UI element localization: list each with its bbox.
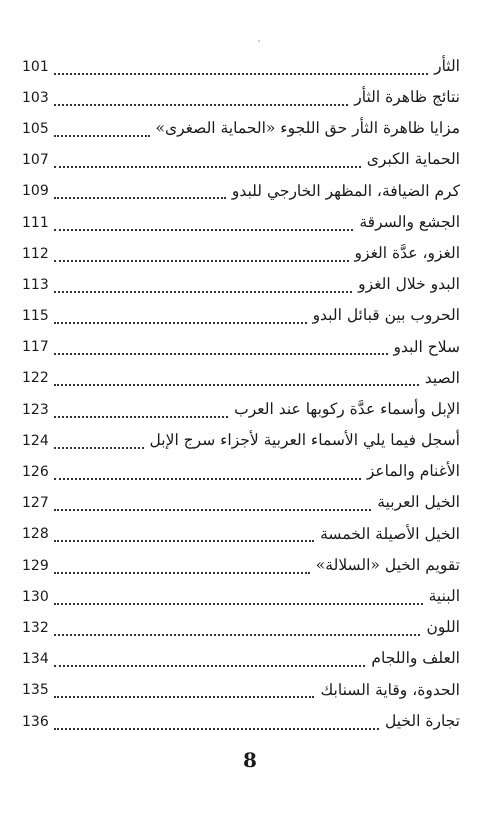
toc-entry-page-number: 129 bbox=[22, 557, 49, 574]
toc-dot-leader bbox=[54, 374, 419, 386]
toc-dot-leader bbox=[54, 156, 361, 168]
toc-dot-leader bbox=[54, 343, 388, 355]
toc-entry bbox=[22, 301, 460, 332]
toc-entry-page-number: 122 bbox=[22, 370, 49, 387]
toc-entry-page-number: 128 bbox=[22, 526, 49, 543]
toc-dot-leader bbox=[54, 437, 144, 449]
toc-entry-page-number: 136 bbox=[22, 713, 49, 730]
toc-entry bbox=[22, 581, 460, 612]
toc-dot-leader bbox=[54, 406, 228, 418]
toc-entry-title: الجشع والسرقة bbox=[359, 212, 460, 231]
toc-entry-title: الثأر bbox=[434, 56, 460, 75]
toc-entry-title: نتائج ظاهرة الثأر bbox=[354, 88, 460, 107]
toc-entry-title: الإبل وأسماء عدَّة ركوبها عند العرب bbox=[234, 399, 460, 418]
toc-entry-title: أسجل فيما يلي الأسماء العربية لأجزاء سرج الإبل bbox=[149, 431, 460, 450]
toc-entry-page-number: 132 bbox=[22, 619, 49, 636]
toc-dot-leader bbox=[54, 686, 314, 698]
toc-entry-title: الأغنام والماعز bbox=[366, 462, 460, 481]
toc-dot-leader bbox=[54, 530, 314, 542]
toc-entry bbox=[22, 238, 460, 269]
toc-entry-page-number: 135 bbox=[22, 682, 49, 699]
toc-entry bbox=[22, 675, 460, 706]
toc-entry-page-number: 101 bbox=[22, 58, 49, 75]
toc-entry bbox=[22, 51, 460, 82]
toc-entry-title: البنية bbox=[428, 587, 460, 606]
toc-dot-leader bbox=[54, 187, 226, 199]
toc-entry-page-number: 124 bbox=[22, 432, 49, 449]
toc-entry-title: الغزو، عدَّة الغزو bbox=[354, 243, 460, 262]
toc-entry-page-number: 126 bbox=[22, 464, 49, 481]
toc-entry bbox=[22, 145, 460, 176]
toc-entry-page-number: 103 bbox=[22, 89, 49, 106]
toc-entry-title: اللون bbox=[426, 618, 460, 637]
toc-entry bbox=[22, 176, 460, 207]
toc-entry-page-number: 117 bbox=[22, 339, 49, 356]
print-speck bbox=[258, 40, 260, 42]
toc-entry bbox=[22, 394, 460, 425]
toc-entry-page-number: 112 bbox=[22, 245, 49, 262]
toc-entry-title: الحماية الكبرى bbox=[366, 150, 460, 169]
toc-entry-title: الحدوة، وقاية السنابك bbox=[320, 680, 460, 699]
toc-entry-title: البدو خلال الغزو bbox=[358, 275, 460, 294]
toc-entry-page-number: 105 bbox=[22, 120, 49, 137]
toc-entry-page-number: 109 bbox=[22, 183, 49, 200]
toc-entry bbox=[22, 706, 460, 737]
toc-dot-leader bbox=[54, 125, 150, 137]
toc-entry bbox=[22, 363, 460, 394]
toc-entry-title: الخيل العربية bbox=[377, 493, 460, 512]
toc-entry-title: العلف واللجام bbox=[371, 649, 460, 668]
toc-entry-page-number: 123 bbox=[22, 401, 49, 418]
toc-entry-page-number: 115 bbox=[22, 308, 49, 325]
toc-entry bbox=[22, 488, 460, 519]
toc-entry bbox=[22, 207, 460, 238]
toc-entry-title: مزايا ظاهرة الثأر حق اللجوء «الحماية الصغرى» bbox=[155, 119, 460, 138]
toc-entry bbox=[22, 644, 460, 675]
page-number: 8 bbox=[243, 748, 257, 772]
toc-dot-leader bbox=[54, 94, 348, 106]
toc-entry bbox=[22, 269, 460, 300]
toc-entry bbox=[22, 332, 460, 363]
toc-entry-title: تجارة الخيل bbox=[384, 711, 460, 730]
toc-dot-leader bbox=[54, 499, 371, 511]
toc-entry bbox=[22, 425, 460, 456]
toc-dot-leader bbox=[54, 250, 349, 262]
toc-entry bbox=[22, 456, 460, 487]
toc-entry-title: تقويم الخيل «السلالة» bbox=[315, 555, 460, 574]
toc-dot-leader bbox=[54, 655, 365, 667]
toc-entry-page-number: 111 bbox=[22, 214, 49, 231]
table-of-contents bbox=[22, 51, 460, 737]
toc-entry bbox=[22, 612, 460, 643]
toc-entry-page-number: 107 bbox=[22, 152, 49, 169]
toc-dot-leader bbox=[54, 562, 310, 574]
toc-entry-page-number: 113 bbox=[22, 276, 49, 293]
toc-entry-title: الصيد bbox=[424, 368, 460, 387]
toc-entry-title: الخيل الأصيلة الخمسة bbox=[320, 524, 460, 543]
toc-dot-leader bbox=[54, 63, 428, 75]
toc-dot-leader bbox=[54, 219, 353, 231]
toc-entry bbox=[22, 519, 460, 550]
toc-entry-title: الحروب بين قبائل البدو bbox=[312, 306, 460, 325]
toc-entry-page-number: 127 bbox=[22, 495, 49, 512]
toc-dot-leader bbox=[54, 312, 307, 324]
toc-dot-leader bbox=[54, 593, 423, 605]
toc-entry-title: سلاح البدو bbox=[393, 337, 460, 356]
toc-entry-page-number: 130 bbox=[22, 588, 49, 605]
toc-entry bbox=[22, 82, 460, 113]
toc-dot-leader bbox=[54, 624, 420, 636]
toc-entry bbox=[22, 113, 460, 144]
toc-entry-title: كرم الضيافة، المظهر الخارجي للبدو bbox=[231, 181, 460, 200]
toc-entry-page-number: 134 bbox=[22, 651, 49, 668]
toc-dot-leader bbox=[54, 468, 361, 480]
toc-dot-leader bbox=[54, 718, 379, 730]
toc-dot-leader bbox=[54, 281, 352, 293]
toc-entry bbox=[22, 550, 460, 581]
